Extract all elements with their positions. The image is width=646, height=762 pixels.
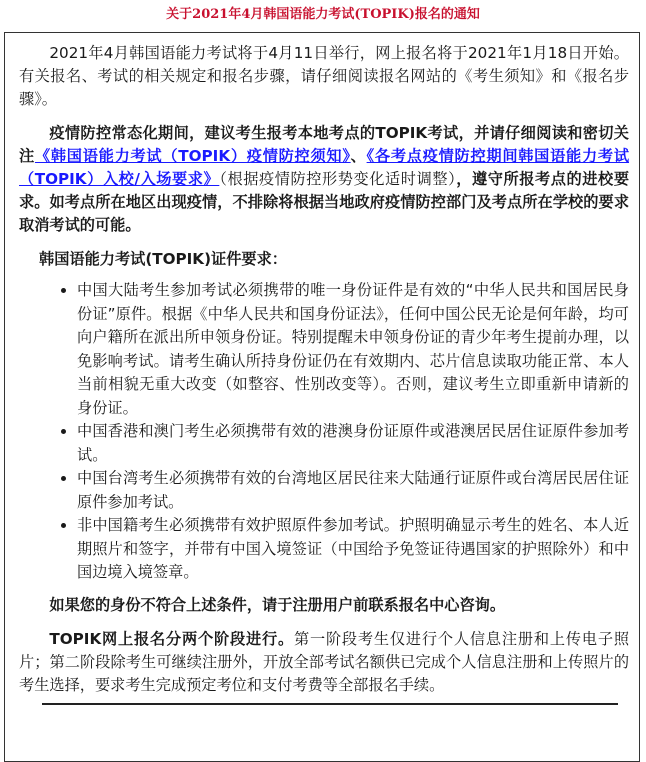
id-requirements-heading: 韩国语能力考试(TOPIK)证件要求：: [39, 250, 287, 268]
stages-paragraph: [19, 628, 629, 697]
list-item: • 中国台湾考生必须携带有效的台湾地区居民往来大陆通行证原件或台湾居民居住证原件参加考试。: [77, 467, 629, 514]
stages-lead: TOPIK网上报名分两个阶段进行。: [49, 629, 294, 648]
intro-paragraph: 2021年4月韩国语能力考试将于4月11日举行，网上报名将于2021年1月18日开始。有关报名、考试的相关规定和报名步骤，请仔细阅读报名网站的《考生须知》和《报名步骤》。: [19, 44, 629, 108]
venue-entry-requirements-link[interactable]: 《各考点疫情防控期间韩国语能力考试（TOPIK）入校/入场要求》: [19, 147, 630, 188]
contact-note: 如果您的身份不符合上述条件，请于注册用户前联系报名中心咨询。: [49, 595, 506, 614]
epidemic-note: （根据疫情防控形势变化适时调整）: [219, 170, 457, 188]
list-item: • 中国香港和澳门考生必须携带有效的港澳身份证原件或港澳居民居住证原件参加考试。: [77, 420, 629, 467]
notice-body: [4, 32, 640, 762]
epidemic-paragraph: [19, 122, 629, 237]
list-item: • 中国大陆考生参加考试必须携带的唯一身份证件是有效的“中华人民共和国居民身份证”原件。根据《中华人民共和国身份证法》，任何中国公民无论是何年龄，均可向户籍所在派出所申领身份证。特别提醒未申领身份证的青少年考生提前办理，以免影响考试。请考生确认所持身份证仍在有效期内、芯片信息读取功能正常、本人当前相貌无重大改变（如整容、性别改变等）。否则，建议考生立即重新申请新的身份证。: [77, 279, 629, 420]
epidemic-tail: ，遵守所报考点的进校要求。如考点所在地区出现疫情，不排除将根据当地政府疫情防控部门及考点所在学校的要求取消考试的可能。: [19, 170, 630, 234]
list-item: • 非中国籍考生必须携带有效护照原件参加考试。护照明确显示考生的姓名、本人近期照片和签字，并带有中国入境签证（中国给予免签证待遇国家的护照除外）和中国边境入境签章。: [77, 514, 629, 585]
stages-body: 第一阶段考生仅进行个人信息注册和上传电子照片；第二阶段除考生可继续注册外，开放全部考试名额供已完成个人信息注册和上传照片的考生选择，要求考生完成预定考位和支付考费等全部报名手续。: [19, 629, 630, 694]
epidemic-separator: 、: [350, 147, 367, 165]
epidemic-lead: 疫情防控常态化期间，建议考生报考本地考点的TOPIK考试，并请仔细阅读和密切关注: [19, 124, 629, 165]
id-requirements-list: [19, 279, 629, 585]
notice-title: 关于2021年4月韩国语能力考试(TOPIK)报名的通知: [166, 7, 480, 22]
epidemic-guideline-link[interactable]: 《韩国语能力考试（TOPIK）疫情防控须知》: [34, 147, 351, 165]
bottom-divider: [42, 703, 618, 705]
